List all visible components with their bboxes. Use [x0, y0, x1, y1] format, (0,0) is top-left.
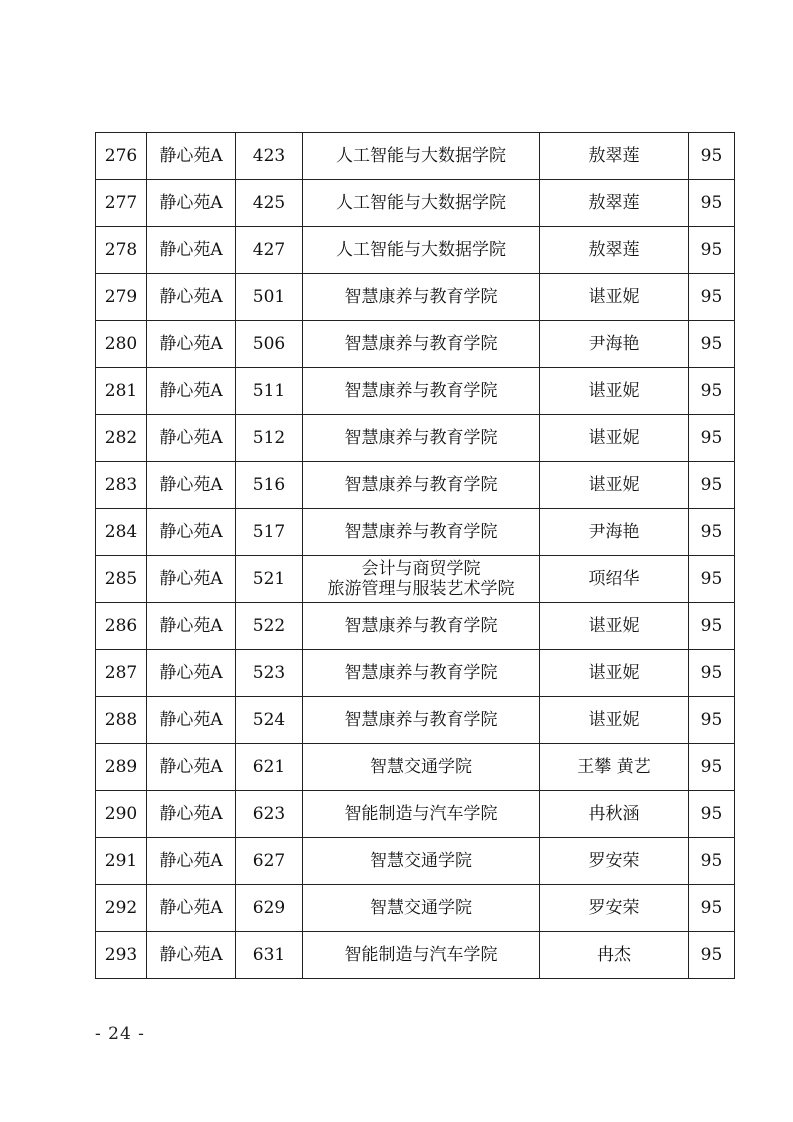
cell-college: 智慧康养与教育学院: [303, 650, 540, 697]
cell-counselor: 冉秋涵: [540, 791, 689, 838]
cell-room: 627: [236, 838, 303, 885]
cell-building: 静心苑A: [147, 133, 236, 180]
cell-building: 静心苑A: [147, 415, 236, 462]
cell-college: 智慧康养与教育学院: [303, 462, 540, 509]
table-row: [96, 838, 735, 885]
cell-building: 静心苑A: [147, 885, 236, 932]
cell-counselor: 罗安荣: [540, 885, 689, 932]
cell-score: 95: [689, 509, 735, 556]
cell-counselor: 谌亚妮: [540, 697, 689, 744]
table-row: [96, 603, 735, 650]
cell-score: 95: [689, 744, 735, 791]
cell-room: 623: [236, 791, 303, 838]
table-row: [96, 180, 735, 227]
cell-score: 95: [689, 180, 735, 227]
cell-number: 281: [96, 368, 147, 415]
cell-score: 95: [689, 932, 735, 979]
cell-building: 静心苑A: [147, 274, 236, 321]
table-row: [96, 321, 735, 368]
cell-building: 静心苑A: [147, 509, 236, 556]
cell-room: 521: [236, 556, 303, 603]
college-line-1: 会计与商贸学院: [361, 559, 481, 579]
cell-counselor: 谌亚妮: [540, 650, 689, 697]
cell-college: 智慧康养与教育学院: [303, 415, 540, 462]
cell-number: 284: [96, 509, 147, 556]
cell-score: 95: [689, 885, 735, 932]
cell-counselor: 谌亚妮: [540, 415, 689, 462]
cell-building: 静心苑A: [147, 462, 236, 509]
cell-number: 292: [96, 885, 147, 932]
cell-building: 静心苑A: [147, 697, 236, 744]
cell-number: 287: [96, 650, 147, 697]
cell-number: 277: [96, 180, 147, 227]
cell-building: 静心苑A: [147, 932, 236, 979]
page-number: - 24 -: [95, 1024, 145, 1044]
cell-college: 智慧康养与教育学院: [303, 697, 540, 744]
cell-counselor: 项绍华: [540, 556, 689, 603]
cell-number: 288: [96, 697, 147, 744]
cell-room: 512: [236, 415, 303, 462]
cell-room: 501: [236, 274, 303, 321]
cell-room: 423: [236, 133, 303, 180]
cell-score: 95: [689, 133, 735, 180]
table-row: [96, 227, 735, 274]
cell-number: 278: [96, 227, 147, 274]
cell-counselor: 罗安荣: [540, 838, 689, 885]
cell-counselor: 王攀 黄艺: [540, 744, 689, 791]
table-row: [96, 744, 735, 791]
cell-score: 95: [689, 415, 735, 462]
table-row: [96, 415, 735, 462]
cell-college: [303, 556, 540, 603]
cell-score: 95: [689, 791, 735, 838]
table-row: [96, 274, 735, 321]
cell-counselor: 谌亚妮: [540, 274, 689, 321]
cell-room: 524: [236, 697, 303, 744]
cell-college: 智能制造与汽车学院: [303, 791, 540, 838]
table-row: [96, 650, 735, 697]
cell-counselor: 敖翠莲: [540, 180, 689, 227]
cell-counselor: 敖翠莲: [540, 133, 689, 180]
cell-score: 95: [689, 462, 735, 509]
cell-college: 智慧康养与教育学院: [303, 509, 540, 556]
cell-number: 289: [96, 744, 147, 791]
cell-college: 人工智能与大数据学院: [303, 133, 540, 180]
cell-room: 427: [236, 227, 303, 274]
cell-score: 95: [689, 838, 735, 885]
cell-building: 静心苑A: [147, 650, 236, 697]
table-row: [96, 791, 735, 838]
cell-number: 282: [96, 415, 147, 462]
cell-score: 95: [689, 697, 735, 744]
cell-number: 291: [96, 838, 147, 885]
cell-room: 522: [236, 603, 303, 650]
cell-room: 425: [236, 180, 303, 227]
dormitory-score-table: [95, 132, 735, 979]
cell-room: 621: [236, 744, 303, 791]
cell-room: 629: [236, 885, 303, 932]
cell-counselor: 谌亚妮: [540, 603, 689, 650]
cell-room: 506: [236, 321, 303, 368]
cell-building: 静心苑A: [147, 180, 236, 227]
cell-room: 523: [236, 650, 303, 697]
cell-building: 静心苑A: [147, 368, 236, 415]
table-row: [96, 885, 735, 932]
cell-number: 276: [96, 133, 147, 180]
cell-building: 静心苑A: [147, 556, 236, 603]
cell-building: 静心苑A: [147, 744, 236, 791]
cell-counselor: 尹海艳: [540, 321, 689, 368]
cell-college: 智能制造与汽车学院: [303, 932, 540, 979]
cell-number: 293: [96, 932, 147, 979]
cell-score: 95: [689, 603, 735, 650]
table-row: [96, 932, 735, 979]
table-row: [96, 697, 735, 744]
cell-counselor: 尹海艳: [540, 509, 689, 556]
cell-counselor: 谌亚妮: [540, 368, 689, 415]
table-row: [96, 368, 735, 415]
cell-counselor: 谌亚妮: [540, 462, 689, 509]
cell-room: 511: [236, 368, 303, 415]
college-line-2: 旅游管理与服装艺术学院: [327, 579, 515, 599]
table-body: [96, 133, 735, 979]
cell-college: 智慧交通学院: [303, 744, 540, 791]
cell-number: 280: [96, 321, 147, 368]
cell-college: 智慧交通学院: [303, 885, 540, 932]
cell-number: 290: [96, 791, 147, 838]
cell-building: 静心苑A: [147, 791, 236, 838]
cell-number: 279: [96, 274, 147, 321]
table-row: [96, 462, 735, 509]
cell-college: 智慧康养与教育学院: [303, 603, 540, 650]
cell-number: 283: [96, 462, 147, 509]
cell-college: 人工智能与大数据学院: [303, 180, 540, 227]
cell-building: 静心苑A: [147, 603, 236, 650]
table-row: [96, 509, 735, 556]
cell-score: 95: [689, 321, 735, 368]
cell-counselor: 敖翠莲: [540, 227, 689, 274]
cell-college: 智慧交通学院: [303, 838, 540, 885]
cell-number: 285: [96, 556, 147, 603]
table-row: [96, 556, 735, 603]
cell-building: 静心苑A: [147, 838, 236, 885]
cell-room: 631: [236, 932, 303, 979]
cell-score: 95: [689, 556, 735, 603]
cell-number: 286: [96, 603, 147, 650]
cell-score: 95: [689, 274, 735, 321]
cell-building: 静心苑A: [147, 227, 236, 274]
cell-building: 静心苑A: [147, 321, 236, 368]
cell-score: 95: [689, 227, 735, 274]
cell-counselor: 冉杰: [540, 932, 689, 979]
cell-room: 517: [236, 509, 303, 556]
cell-college: 智慧康养与教育学院: [303, 274, 540, 321]
cell-college: 智慧康养与教育学院: [303, 368, 540, 415]
cell-room: 516: [236, 462, 303, 509]
cell-college: 智慧康养与教育学院: [303, 321, 540, 368]
table-row: [96, 133, 735, 180]
cell-score: 95: [689, 650, 735, 697]
cell-score: 95: [689, 368, 735, 415]
cell-college: 人工智能与大数据学院: [303, 227, 540, 274]
